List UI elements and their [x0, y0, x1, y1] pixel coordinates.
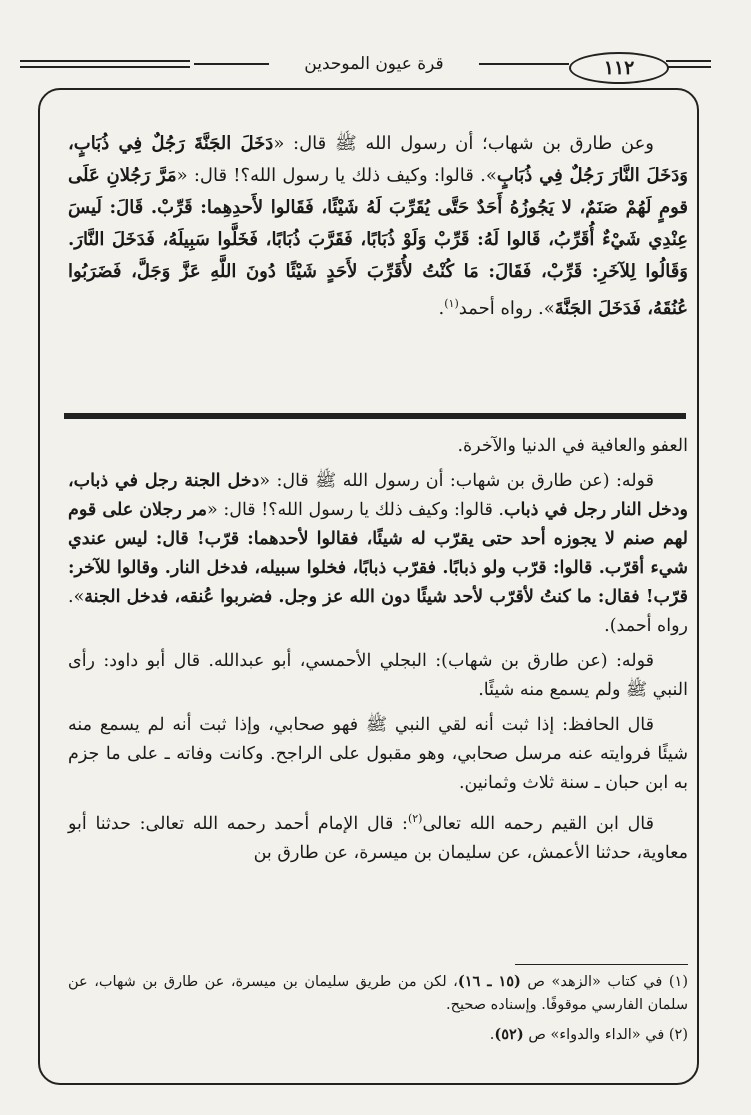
section-divider: [64, 413, 686, 419]
commentary-4-a: قال ابن القيم رحمه الله تعالى: [422, 813, 654, 834]
footnote-1-c: ، لكن من طريق سليمان بن ميسرة، عن طارق بن شهاب، عن سلمان الفارسي موقوفًا. وإسناده صحيح.: [68, 974, 688, 1013]
commentary-para-0: العفو والعافية في الدنيا والآخرة.: [457, 436, 688, 456]
page-header: [14, 48, 729, 84]
page-number: ١١٢: [569, 52, 669, 84]
footnote-2-a: (٢) في «الداء والدواء» ص: [523, 1027, 688, 1043]
hadith-block: [68, 128, 688, 331]
commentary-1-mid: . قالوا: وكيف ذلك يا رسول الله؟! قال: «: [207, 500, 504, 520]
commentary-1-bold-2: مر رجلان على قوم لهم صنم لا يجوزه أحد حتى يقرّب له شيئًا، فقالوا لأحدهما: قرّب! قال: ليس عندي شيء أقرّب. قالوا: قرّب ولو ذبابًا. فقرّب ذبابًا، فخلوا سبيله، فدخل النار. وقالوا للآخر: قرّب! فقال: ما كنتُ لأقرّب لأحد شيئًا دون الله عز وجل. فضربوا عُنقه، فدخل الجنة: [68, 500, 688, 607]
commentary-para-4: [68, 804, 688, 868]
footnote-1-pages: (١٥ ـ ١٦): [457, 973, 521, 990]
hadith-text-1: دَخَلَ الجَنَّةَ رَجُلٌ فِي ذُبَابٍ، وَدَخَلَ النَّارَ رَجُلٌ فِي ذُبَابٍ: [68, 133, 688, 186]
commentary-para-3: قال الحافظ: إذا ثبت أنه لقي النبي ﷺ فهو صحابي، وإذا ثبت أنه لم يسمع منه شيئًا فروايته عنه مرسل صحابي، وهو مقبول على الراجح. وكانت وفاته ـ على ما جزم به ابن حبان ـ سنة ثلاث وثمانين.: [68, 715, 688, 793]
footnote-divider: [515, 964, 688, 965]
commentary-block: [68, 432, 688, 874]
footnote-2: [68, 1023, 688, 1047]
footnote-1: [68, 970, 688, 1017]
hadith-question: ». قالوا: وكيف ذلك يا رسول الله؟! قال: «: [176, 165, 497, 186]
commentary-para-2: قوله: (عن طارق بن شهاب): البجلي الأحمسي، أبو عبدالله. قال أبو داود: رأى النبي ﷺ ولم يسمع منه شيئًا.: [68, 651, 688, 700]
header-rule-left-2: [20, 66, 190, 68]
header-rule-right: [666, 60, 711, 62]
commentary-para-1: [68, 467, 688, 641]
footnote-2-pages: (٥٢): [494, 1026, 524, 1043]
hadith-text-2: مَرَّ رَجُلانِ عَلَى قومٍ لَهُمْ صَنَمٌ، لا يَجُوزُهُ أَحَدٌ حَتَّى يُقَرِّبَ لَهُ شَيْئًا، فَقَالوا لأَحدِهِما: قَرِّبْ. قَالَ: لَيسَ عِنْدِي شَيْءٌ أُقَرِّبُ، قَالوا لَهُ: قَرِّبْ وَلَوْ ذُبَابًا، فَقَرَّبَ ذُبَابًا، فَخَلَّوا سَبِيلَهُ، فَدَخَلَ النَّارَ. وَقَالُوا لِلآخَرِ: قَرِّبْ، فَقَالَ: مَا كُنْتُ لأُقَرِّبَ لأَحَدٍ شَيْئًا دُونَ اللَّهِ عَزَّ وَجَلَّ، فَضَرَبُوا عُنُقَهُ، فَدَخَلَ الجَنَّةَ: [68, 165, 688, 319]
header-rule-right-2: [666, 66, 711, 68]
book-title: قرة عيون الموحدين: [269, 54, 479, 74]
commentary-1-end: ». رواه أحمد).: [68, 587, 688, 636]
hadith-source: ». رواه أحمد: [458, 298, 555, 319]
commentary-4-b: : قال الإمام أحمد رحمه الله تعالى: حدثنا أبو معاوية، حدثنا الأعمش، عن سليمان بن ميسرة، عن طارق بن: [68, 813, 688, 863]
hadith-intro: وعن طارق بن شهاب؛ أن رسول الله ﷺ قال: «: [273, 133, 654, 154]
footnote-1-a: (١) في كتاب «الزهد» ص: [520, 974, 688, 990]
hadith-paragraph: وعن طارق بن شهاب؛ أن رسول الله ﷺ قال: «دَخَلَ الجَنَّةَ رَجُلٌ فِي ذُبَابٍ، وَدَخَلَ النَّارَ رَجُلٌ فِي ذُبَابٍ». قالوا: وكيف ذلك يا رسول الله؟! قال: «مَرَّ رَجُلانِ عَلَى قومٍ لَهُمْ صَنَمٌ، لا يَجُوزُهُ أَحَدٌ حَتَّى يُقَرِّبَ لَهُ شَيْئًا، فَقَالوا لأَحدِهِما: قَرِّبْ. قَالَ: لَيسَ عِنْدِي شَيْءٌ أُقَرِّبُ، قَالوا لَهُ: قَرِّبْ وَلَوْ ذُبَابًا، فَقَرَّبَ ذُبَابًا، فَخَلَّوا سَبِيلَهُ، فَدَخَلَ النَّارَ. وَقَالُوا لِلآخَرِ: قَرِّبْ، فَقَالَ: مَا كُنْتُ لأُقَرِّبَ لأَحَدٍ شَيْئًا دُونَ اللَّهِ عَزَّ وَجَلَّ، فَضَرَبُوا عُنُقَهُ، فَدَخَلَ الجَنَّةَ». رواه أحمد$^{(١)}$.: [68, 133, 688, 319]
footnote-2-c: .: [489, 1027, 495, 1043]
footnotes: [68, 970, 688, 1053]
footnote-ref-2: (٢): [407, 812, 423, 825]
footnote-ref-1: (١): [444, 297, 459, 310]
header-rule-left: [20, 60, 190, 62]
commentary-1-intro: قوله: (عن طارق بن شهاب: أن رسول الله ﷺ قال: «: [259, 471, 654, 491]
commentary-1-bold-1: دخل الجنة رجل في ذباب، ودخل النار رجل في ذباب: [68, 471, 689, 520]
